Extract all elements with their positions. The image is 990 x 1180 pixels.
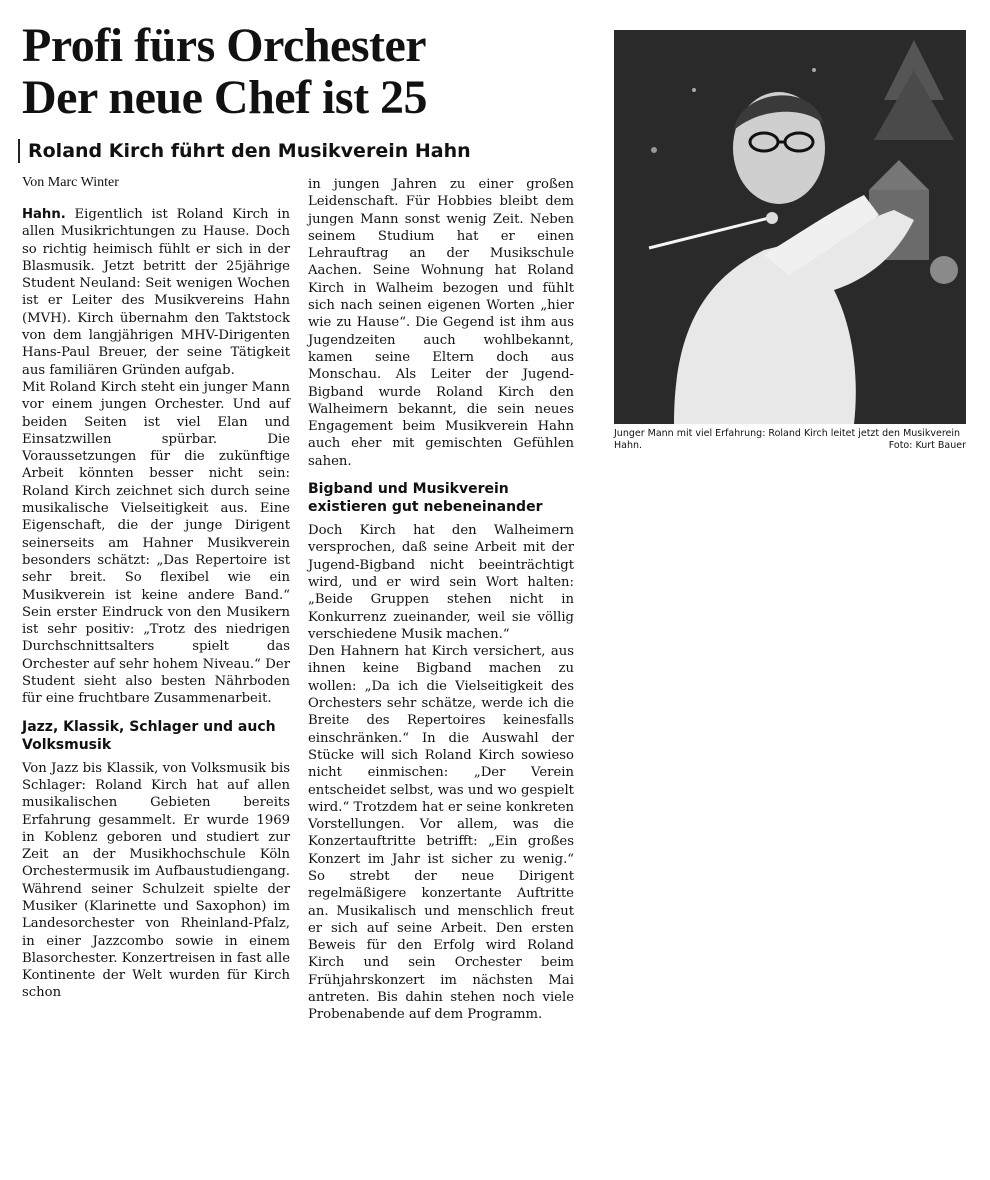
- headline: [22, 20, 582, 124]
- section-2-paragraph-1: Doch Kirch hat den Walheimern versprochen, daß seine Arbeit mit der Jugend-Bigband nicht beeinträchtigt wird, und er wird sein Wort halten: „Beide Gruppen stehen nicht in Konkurrenz zueinander, weil sie völlig verschiedene Musik machen.“: [308, 523, 574, 642]
- article-column-1: [22, 206, 290, 1002]
- photo-credit: Foto: Kurt Bauer: [888, 440, 966, 451]
- dateline: Hahn.: [22, 207, 66, 222]
- section-heading-2: Bigband und Musikverein existieren gut nebeneinander: [308, 481, 543, 516]
- paragraph-1: Hahn. Eigentlich ist Roland Kirch in allen Musikrichtungen zu Hause. Doch so richtig heimisch fühlt er sich in der Blasmusik. Jetzt betritt der 25jährige Student Neuland: Seit wenigen Wochen ist er Leiter des Musikvereins Hahn (MVH). Kirch übernahm den Taktstock von dem langjährigen MHV-Dirigenten Hans-Paul Breuer, der seine Tätigkeit aus familiären Gründen aufgab.: [22, 207, 290, 378]
- headline-line-2: Der neue Chef ist 25: [22, 71, 428, 124]
- conductor-illustration: [614, 30, 966, 424]
- subheadline: Roland Kirch führt den Musikverein Hahn: [18, 139, 588, 163]
- photo-caption: [614, 428, 966, 452]
- article-column-2: [308, 176, 574, 1024]
- section-2-paragraph-2: Den Hahnern hat Kirch versichert, aus ihnen keine Bigband machen zu wollen: „Da ich die Vielseitigkeit des Orchesters sehr schätze, werde ich die Breite des Repertoires keinesfalls einschränken.“ In die Auswahl der Stücke will sich Roland Kirch sowieso nicht einmischen: „Der Verein entscheidet selbst, was und wo gespielt wird.“ Trotzdem hat er seine konkreten Vorstellungen. Vor allem, was die Konzertauftritte betrifft: „Ein großes Konzert im Jahr ist sicher zu wenig.“ So strebt der neue Dirigent regelmäßigere konzertante Auftritte an. Musikalisch und menschlich freut er sich auf seine Arbeit. Den ersten Beweis für den Erfolg wird Roland Kirch und sein Orchester beim Frühjahrskonzert im nächsten Mai antreten. Bis dahin stehen noch viele Probenabende auf dem Programm.: [308, 644, 574, 1023]
- byline: Von Marc Winter: [22, 175, 119, 190]
- section-heading-1: Jazz, Klassik, Schlager und auch Volksmusik: [22, 718, 276, 753]
- paragraph-2: Mit Roland Kirch steht ein junger Mann vor einem jungen Orchester. Und auf beiden Seiten ist viel Elan und Einsatzwillen spürbar. Die Voraussetzungen für die zukünftige Arbeit könnten besser nicht sein: Roland Kirch zeichnet sich durch seine musikalische Vielseitigkeit aus. Eine Eigenschaft, die der junge Dirigent seinerseits am Hahner Musikverein besonders schätzt: „Das Repertoire ist sehr breit. So flexibel wie ein Musikverein ist keine andere Band.“ Sein erster Eindruck von den Musikern ist sehr positiv: „Trotz des niedrigen Durchschnittsalters spielt das Orchester auf sehr hohem Niveau.“ Der Student sieht also besten Nährboden für eine fruchtbare Zusammenarbeit.: [22, 379, 290, 707]
- conductor-photo: [614, 30, 966, 424]
- headline-line-1: Profi fürs Orchester: [22, 19, 427, 72]
- section-1-text-part-1: Von Jazz bis Klassik, von Volksmusik bis Schlager: Roland Kirch hat auf allen musikalischen Gebieten bereits Erfahrung gesammelt. Er wurde 1969 in Koblenz geboren und studiert zur Zeit an der Musikhochschule Köln Orchestermusik im Aufbaustudiengang. Während seiner Schulzeit spielte der Musiker (Klarinette und Saxophon) im Landesorchester von Rheinland-Pfalz, in einer Jazzcombo sowie in einem Blasorchester. Konzertreisen in fast alle Kontinente der Welt wurden für Kirch schon: [22, 760, 290, 1001]
- caption-text: Junger Mann mit viel Erfahrung: Roland Kirch leitet jetzt den Musikverein Hahn.: [614, 428, 961, 451]
- section-1-text-part-2: in jungen Jahren zu einer großen Leidenschaft. Für Hobbies bleibt dem jungen Mann sonst wenig Zeit. Neben seinem Studium hat er einen Lehrauftrag an der Musikschule Aachen. Seine Wohnung hat Roland Kirch in Walheim bezogen und fühlt sich nach seinen eigenen Worten „hier wie zu Hause“. Die Gegend ist ihm aus Jugendzeiten auch wohlbekannt, kamen seine Eltern doch aus Monschau. Als Leiter der Jugend-Bigband wurde Roland Kirch den Walheimern bekannt, die sein neues Engagement beim Musikverein Hahn auch eher mit gemischten Gefühlen sahen.: [308, 177, 574, 469]
